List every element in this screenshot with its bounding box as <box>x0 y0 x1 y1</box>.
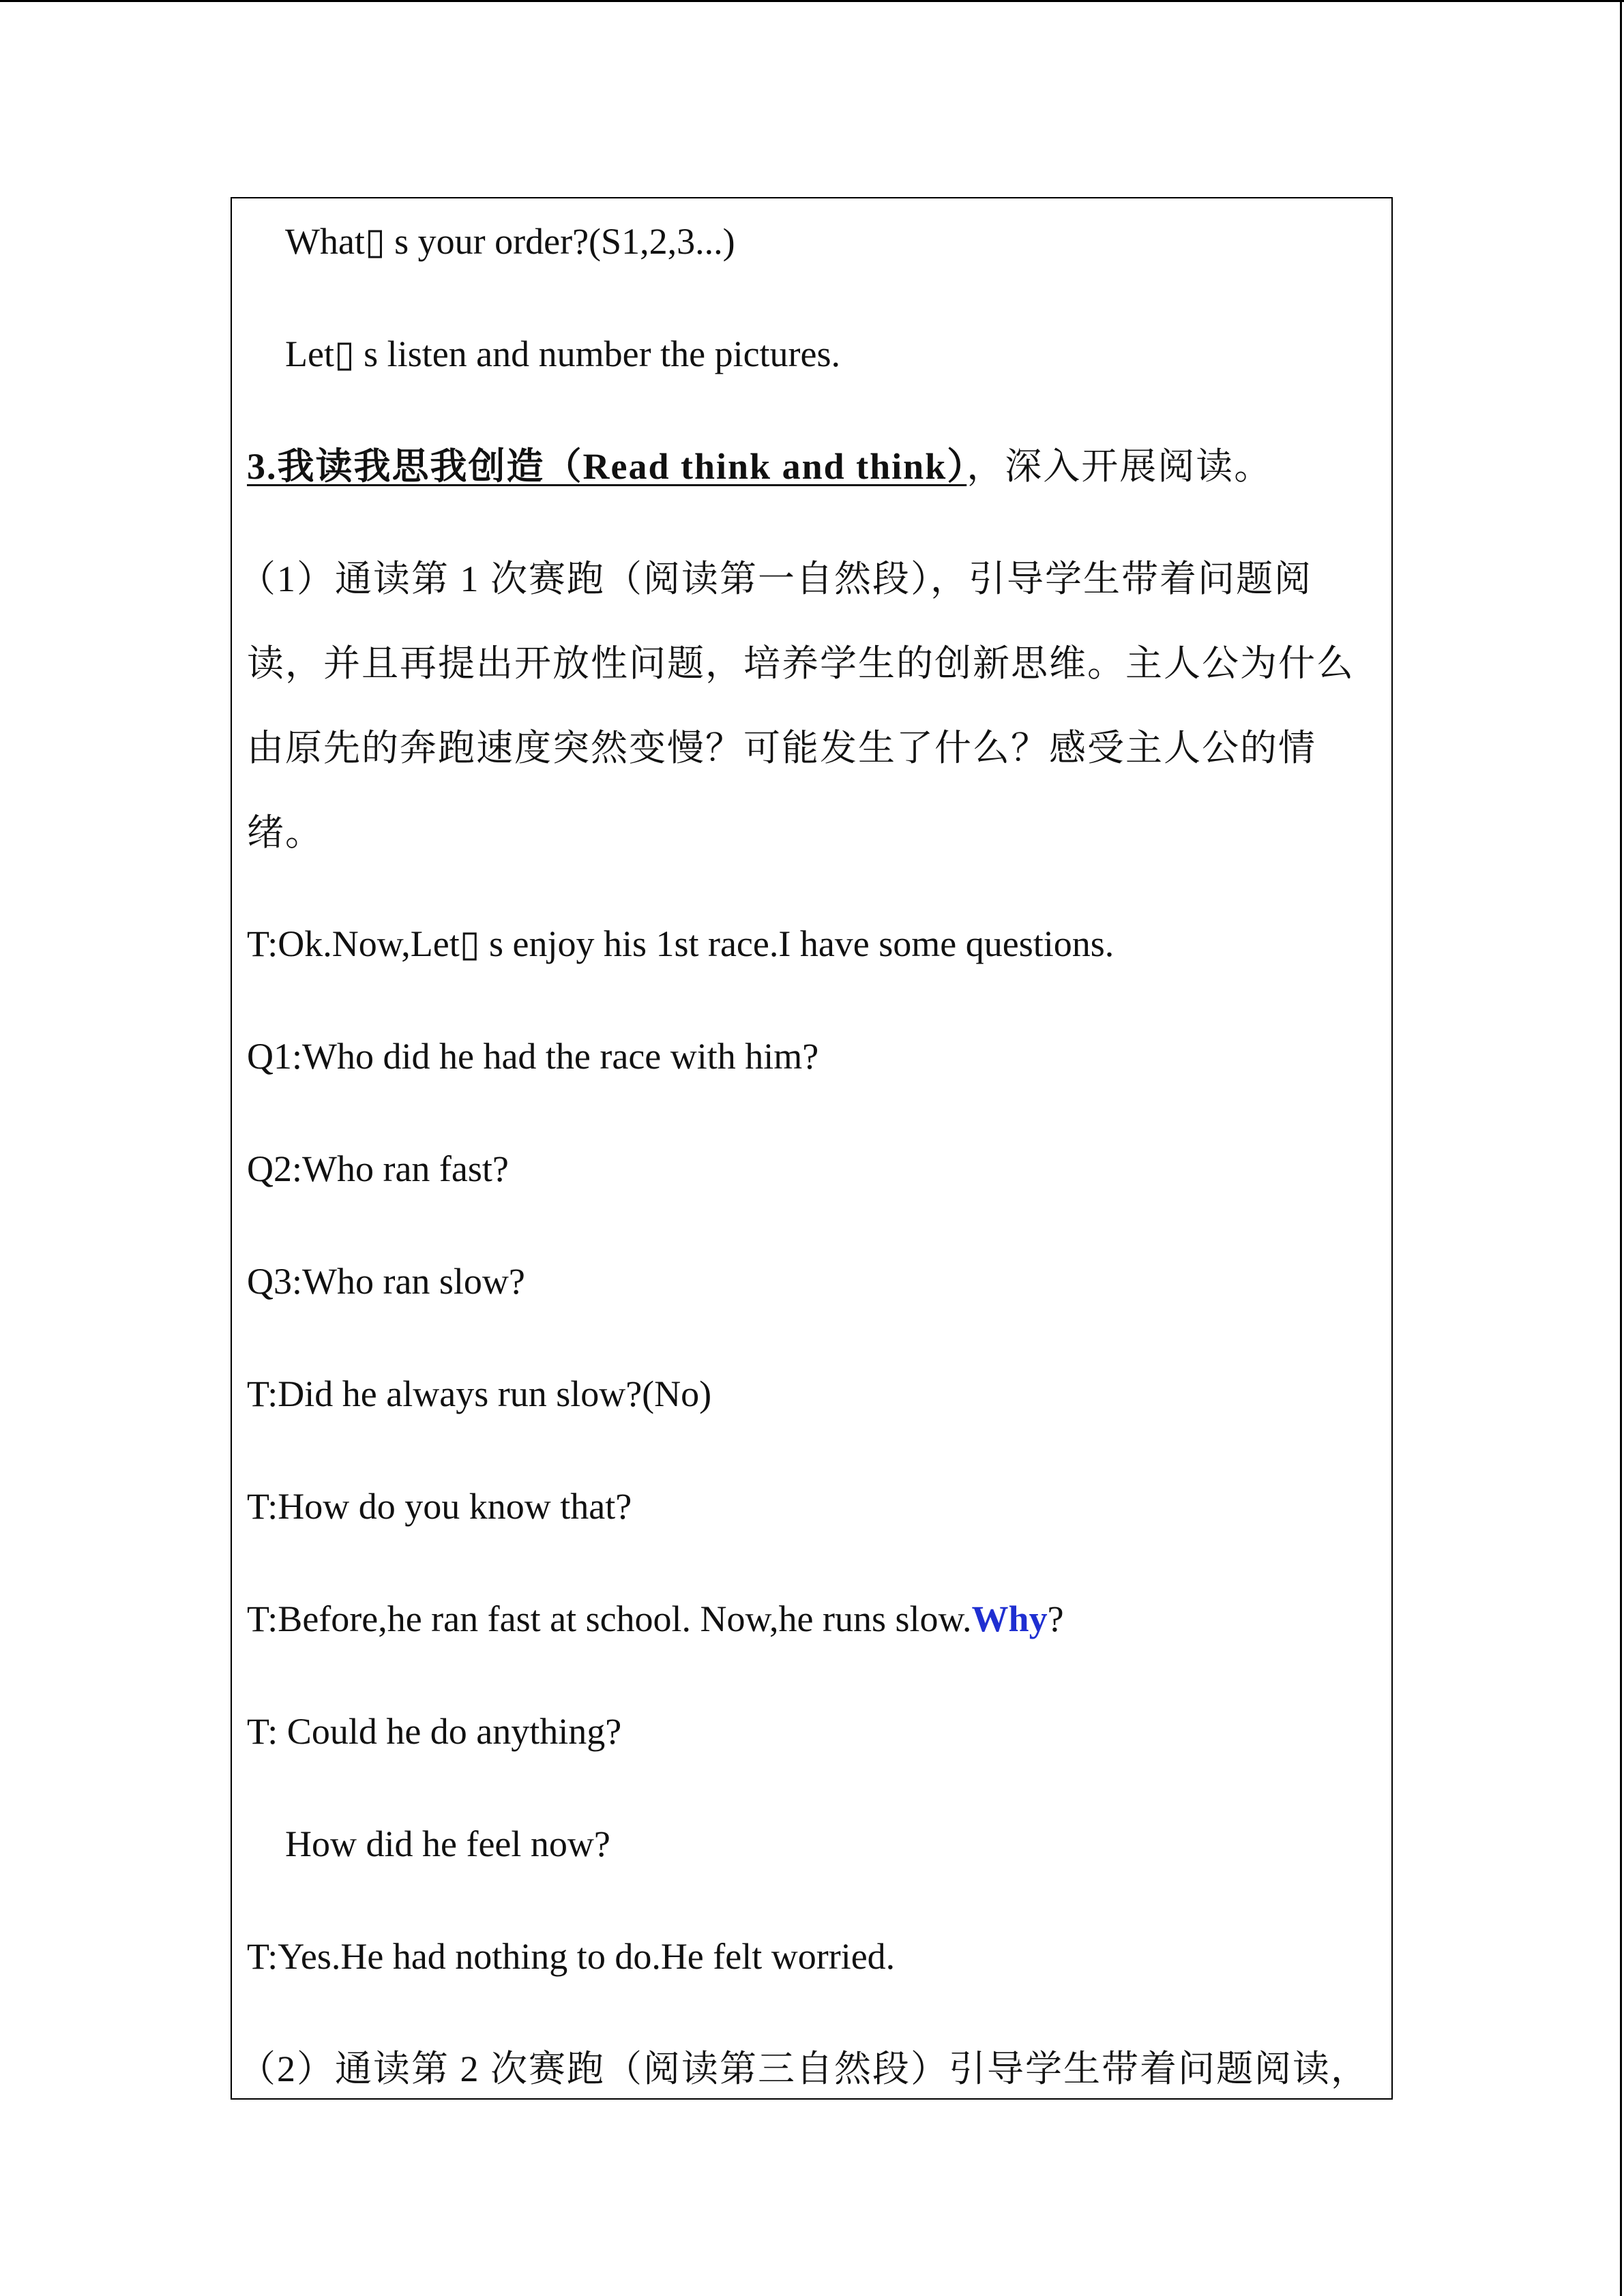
how-know-line <box>247 1482 632 1530</box>
page-right-edge <box>1620 0 1622 2296</box>
question-2-text: Q2:Who ran fast? <box>247 1148 509 1189</box>
step-1-text-3: 由原先的奔跑速度突然变慢？可能发生了什么？感受主人公的情 <box>247 728 1316 769</box>
order-question-text: What▯ s your order?(S1,2,3...) <box>285 221 735 262</box>
step-2-text-1: （2）通读第 2 次赛跑（阅读第三自然段）引导学生带着问题阅读， <box>239 2048 1369 2089</box>
first-race-intro-text: T:Ok.Now,Let▯ s enjoy his 1st race.I have some questions. <box>247 923 1114 964</box>
before-now-text: T:Before,he ran fast at school. Now,he runs slow. <box>247 1598 972 1639</box>
listen-instruction-line <box>285 330 840 378</box>
question-1-line <box>247 1032 818 1080</box>
step-1-text-2: 读，并且再提出开放性问题，培养学生的创新思维。主人公为什么 <box>247 643 1355 684</box>
step-1-text-4: 绪。 <box>247 812 323 853</box>
order-question-line <box>285 218 735 265</box>
always-slow-text: T:Did he always run slow?(No) <box>247 1373 712 1414</box>
why-question-mark: ? <box>1047 1598 1064 1639</box>
step-1-paragraph-line-4 <box>247 809 323 856</box>
section-3-title: 3.我读我思我创造（Read think and think） <box>247 446 967 487</box>
felt-worried-line <box>247 1933 895 1980</box>
first-race-intro-line <box>247 920 1114 968</box>
question-2-line <box>247 1145 509 1193</box>
could-do-line <box>247 1708 621 1755</box>
question-1-text: Q1:Who did he had the race with him? <box>247 1036 819 1077</box>
feel-now-text: How did he feel now? <box>285 1823 610 1864</box>
why-emphasis: Why <box>971 1598 1048 1639</box>
step-2-paragraph-line-1 <box>239 2045 1369 2093</box>
always-slow-line <box>247 1370 711 1418</box>
could-do-text: T: Could he do anything? <box>247 1711 622 1752</box>
section-3-title-tail: ，深入开展阅读。 <box>966 446 1273 487</box>
step-1-text-1: （1）通读第 1 次赛跑（阅读第一自然段），引导学生带着问题阅 <box>239 558 1312 599</box>
listen-instruction-text: Let▯ s listen and number the pictures. <box>285 333 841 374</box>
lesson-plan-table-cell <box>231 197 1393 2100</box>
step-1-paragraph-line-3 <box>247 724 1316 772</box>
question-3-line <box>247 1257 525 1305</box>
section-3-heading <box>247 443 1272 490</box>
how-know-text: T:How do you know that? <box>247 1486 632 1527</box>
feel-now-line <box>285 1820 610 1868</box>
page-top-edge <box>0 0 1624 2</box>
question-3-text: Q3:Who ran slow? <box>247 1261 525 1302</box>
step-1-paragraph-line-2 <box>247 640 1355 687</box>
before-now-line <box>247 1595 1064 1643</box>
felt-worried-text: T:Yes.He had nothing to do.He felt worried. <box>247 1936 896 1977</box>
step-1-paragraph-line-1 <box>239 555 1312 603</box>
